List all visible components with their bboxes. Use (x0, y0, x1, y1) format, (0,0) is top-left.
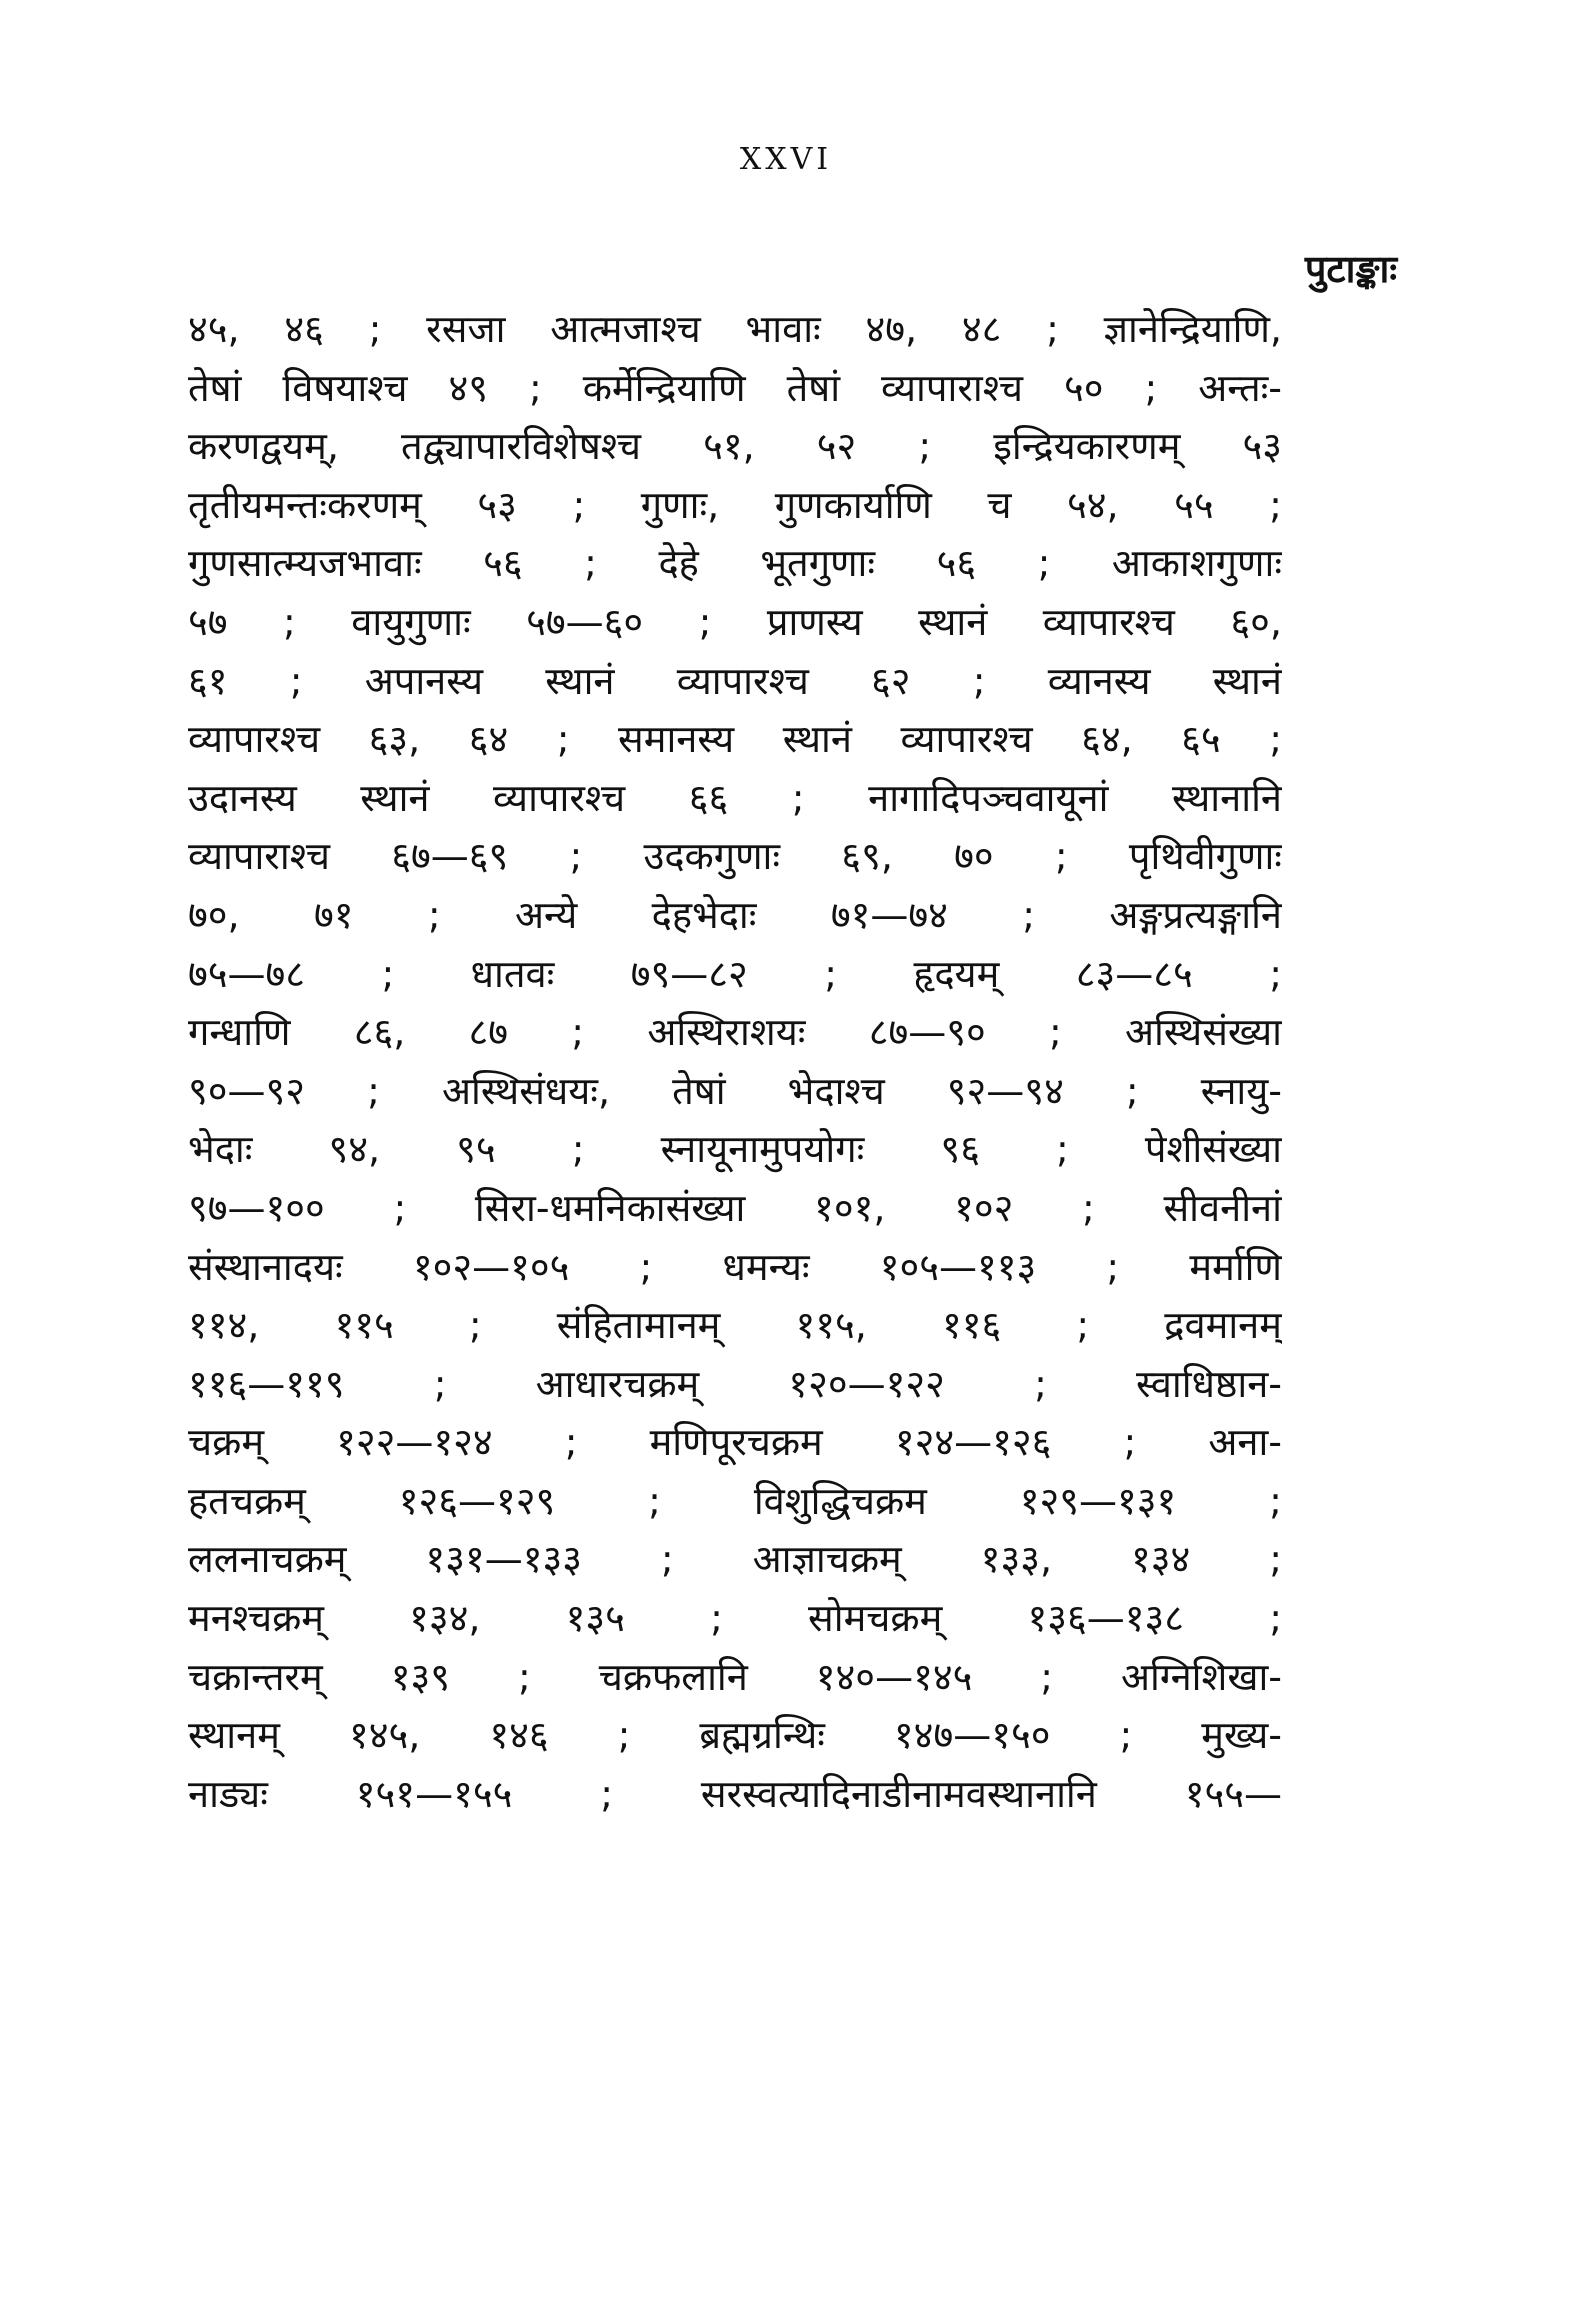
text-line: चक्रान्तरम् १३९ ; चक्रफलानि १४०—१४५ ; अग्निशिखा- (188, 1654, 1282, 1699)
text-line: स्थानम् १४५, १४६ ; ब्रह्मग्रन्थिः १४७—१५० ; मुख्य- (188, 1713, 1282, 1758)
text-line: मनश्चक्रम् १३४, १३५ ; सोमचक्रम् १३६—१३८ ; (188, 1596, 1282, 1641)
text-line: ७५—७८ ; धातवः ७९—८२ ; हृदयम् ८३—८५ ; (188, 951, 1282, 996)
text-line: भेदाः ९४, ९५ ; स्नायूनामुपयोगः ९६ ; पेशीसंख्या (188, 1127, 1282, 1172)
text-line: नाड्यः १५१—१५५ ; सरस्वत्यादिनाडीनामवस्थानानि १५५— (188, 1771, 1282, 1816)
text-line: गुणसात्म्यजभावाः ५६ ; देहे भूतगुणाः ५६ ; आकाशगुणाः (188, 541, 1282, 586)
text-line: ९०—९२ ; अस्थिसंधयः, तेषां भेदाश्च ९२—९४ ; स्नायु- (188, 1068, 1282, 1113)
text-line: करणद्वयम्, तद्व्यापारविशेषश्च ५१, ५२ ; इन्द्रियकारणम् ५३ (188, 424, 1282, 469)
text-line: गन्धाणि ८६, ८७ ; अस्थिराशयः ८७—९० ; अस्थिसंख्या (188, 1010, 1282, 1055)
text-line: व्यापाराश्च ६७—६९ ; उदकगुणाः ६९, ७० ; पृथिवीगुणाः (188, 834, 1282, 879)
text-line: ५७ ; वायुगुणाः ५७—६० ; प्राणस्य स्थानं व्यापारश्च ६०, (188, 599, 1282, 644)
text-line: ललनाचक्रम् १३१—१३३ ; आज्ञाचक्रम् १३३, १३४ ; (188, 1537, 1282, 1582)
text-line: ११४, ११५ ; संहितामानम् ११५, ११६ ; द्रवमानम् (188, 1303, 1282, 1348)
page-number-column-label: पुटाङ्काः (1304, 247, 1397, 291)
text-line: ७०, ७१ ; अन्ये देहभेदाः ७१—७४ ; अङ्गप्रत्यङ्गानि (188, 892, 1282, 937)
text-line: ६१ ; अपानस्य स्थानं व्यापारश्च ६२ ; व्यानस्य स्थानं (188, 658, 1282, 703)
text-line: ९७—१०० ; सिरा-धमनिकासंख्या १०१, १०२ ; सीवनीनां (188, 1185, 1282, 1230)
index-text-block (188, 300, 1282, 1823)
text-line: ११६—११९ ; आधारचक्रम् १२०—१२२ ; स्वाधिष्ठान- (188, 1361, 1282, 1406)
text-line: तृतीयमन्तःकरणम् ५३ ; गुणाः, गुणकार्याणि च ५४, ५५ ; (188, 482, 1282, 527)
text-line: तेषां विषयाश्च ४९ ; कर्मेन्द्रियाणि तेषां व्यापाराश्च ५० ; अन्तः- (188, 365, 1282, 410)
text-line: हतचक्रम् १२६—१२९ ; विशुद्धिचक्रम १२९—१३१ ; (188, 1478, 1282, 1523)
text-line: चक्रम् १२२—१२४ ; मणिपूरचक्रम १२४—१२६ ; अना- (188, 1420, 1282, 1465)
text-line: व्यापारश्च ६३, ६४ ; समानस्य स्थानं व्यापारश्च ६४, ६५ ; (188, 717, 1282, 762)
text-line: ४५, ४६ ; रसजा आत्मजाश्च भावाः ४७, ४८ ; ज्ञानेन्द्रियाणि, (188, 307, 1282, 351)
page-folio: XXVI (739, 142, 833, 177)
text-line: उदानस्य स्थानं व्यापारश्च ६६ ; नागादिपञ्चवायूनां स्थानानि (188, 775, 1282, 820)
text-line: संस्थानादयः १०२—१०५ ; धमन्यः १०५—११३ ; मर्माणि (188, 1244, 1282, 1289)
